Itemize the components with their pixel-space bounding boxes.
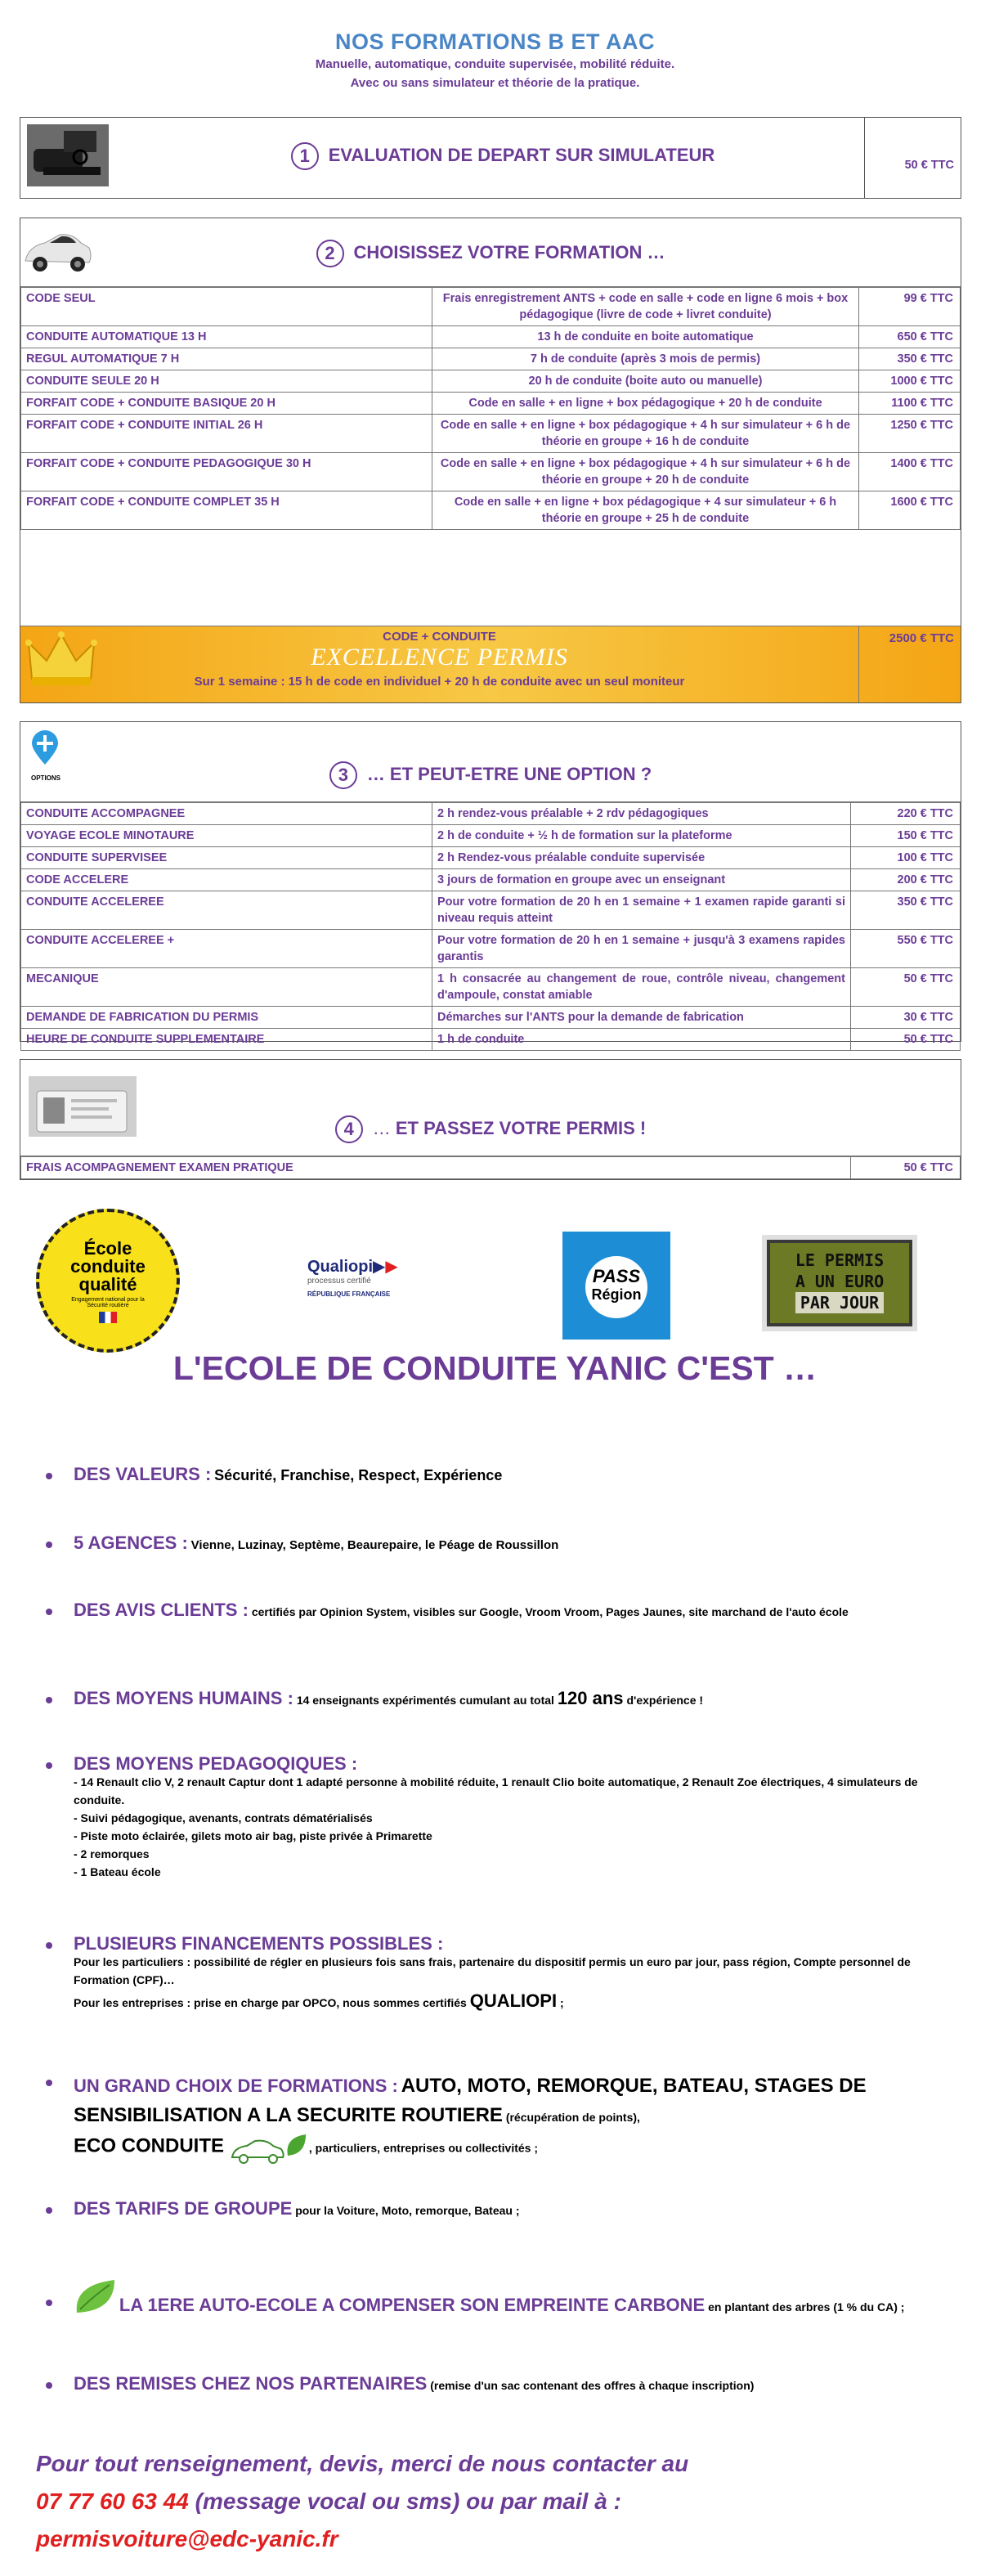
row-name: FRAIS ACOMPAGNEMENT EXAMEN PRATIQUE xyxy=(21,1157,851,1179)
row-name: CONDUITE AUTOMATIQUE 13 H xyxy=(21,326,432,348)
row-price: 150 € TTC xyxy=(851,825,961,847)
list-item: DES VALEURS : Sécurité, Franchise, Respect, Expérience xyxy=(74,1465,961,1485)
row-name: HEURE DE CONDUITE SUPPLEMENTAIRE xyxy=(21,1029,432,1051)
list-item: DES AVIS CLIENTS : certifiés par Opinion System, visibles sur Google, Vroom Vroom, Pages Jaunes, site marchand de l'auto école xyxy=(74,1601,961,1621)
permis-un-euro-logo: LE PERMIS A UN EURO PAR JOUR xyxy=(762,1235,917,1331)
page-title: NOS FORMATIONS B ET AAC xyxy=(335,29,655,54)
table-row xyxy=(21,348,961,370)
section-formations xyxy=(20,218,961,703)
row-price: 50 € TTC xyxy=(851,1029,961,1051)
row-name: CONDUITE SEULE 20 H xyxy=(21,370,432,393)
options-table xyxy=(20,802,961,1051)
school-title: L'ECOLE DE CONDUITE YANIC C'EST … xyxy=(172,1349,818,1387)
formations-table xyxy=(20,287,961,530)
row-name: FORFAIT CODE + CONDUITE INITIAL 26 H xyxy=(21,415,432,453)
table-row xyxy=(21,968,961,1007)
row-price: 1250 € TTC xyxy=(859,415,961,453)
table-row xyxy=(21,825,961,847)
row-desc: Démarches sur l'ANTS pour la demande de fabrication xyxy=(432,1007,851,1029)
row-price: 100 € TTC xyxy=(851,847,961,869)
section-1-price: 50 € TTC xyxy=(904,159,954,172)
list-item: DES MOYENS HUMAINS : 14 enseignants expérimentés cumulant au total 120 ans d'expérience ! xyxy=(74,1690,961,1709)
step-number-2: 2 xyxy=(316,240,344,267)
row-desc: Code en salle + en ligne + box pédagogique + 4 h sur simulateur + 6 h de théorie en groupe + 20 h de conduite xyxy=(432,453,859,491)
list-item: DES TARIFS DE GROUPE pour la Voiture, Moto, remorque, Bateau ; xyxy=(74,2200,961,2219)
section-options xyxy=(20,721,961,1046)
permis-table xyxy=(20,1156,961,1179)
excellence-name: EXCELLENCE PERMIS xyxy=(311,644,568,671)
list-item: LA 1ERE AUTO-ECOLE A COMPENSER SON EMPREINTE CARBONE en plantant des arbres (1 % du CA) ; xyxy=(74,2278,961,2316)
row-desc: 7 h de conduite (après 3 mois de permis) xyxy=(432,348,859,370)
section-permis xyxy=(20,1059,961,1180)
list-item: DES MOYENS PEDAGOQIQUES : - 14 Renault clio V, 2 renault Captur dont 1 adapté personne à mobilité réduite, 1 renault Clio boite automatique, 2 Renault Zoe électriques, 4 simulateurs de conduite. - Suivi pédagogique, avenants, contrats dématérialisés - Piste moto éclairée, gilets moto air bag, piste privée à Primarette - 2 remorques - 1 Bateau école xyxy=(74,1755,961,1881)
contact-phone[interactable]: 07 77 60 63 44 xyxy=(36,2488,189,2514)
table-row xyxy=(21,930,961,968)
table-row xyxy=(21,1029,961,1051)
eco-car-icon xyxy=(227,2131,309,2167)
row-desc: 1 h consacrée au changement de roue, contrôle niveau, changement d'ampoule, constat amiable xyxy=(432,968,851,1007)
section-2-title: 2 CHOISISSEZ VOTRE FORMATION … xyxy=(20,240,961,267)
row-name: MECANIQUE xyxy=(21,968,432,1007)
row-price: 50 € TTC xyxy=(851,968,961,1007)
row-name: FORFAIT CODE + CONDUITE COMPLET 35 H xyxy=(21,491,432,530)
step-number-1: 1 xyxy=(291,142,319,170)
row-desc: Code en salle + en ligne + box pédagogique + 4 sur simulateur + 6 h théorie en groupe + 25 h de conduite xyxy=(432,491,859,530)
pass-region-logo: PASS Région xyxy=(562,1232,670,1340)
row-price: 550 € TTC xyxy=(851,930,961,968)
row-price: 350 € TTC xyxy=(851,891,961,930)
table-row xyxy=(21,869,961,891)
row-price: 220 € TTC xyxy=(851,803,961,825)
row-price: 50 € TTC xyxy=(851,1157,961,1179)
list-item: DES REMISES CHEZ NOS PARTENAIRES (remise d'un sac contenant des offres à chaque inscription) xyxy=(74,2375,961,2394)
excellence-desc: Sur 1 semaine : 15 h de code en individuel + 20 h de conduite avec un seul moniteur xyxy=(194,675,685,689)
qualiopi-logo: Qualiopi▶▶ processus certifié RÉPUBLIQUE FRANÇAISE xyxy=(307,1258,398,1298)
row-name: FORFAIT CODE + CONDUITE PEDAGOGIQUE 30 H xyxy=(21,453,432,491)
contact-email[interactable]: permisvoiture@edc-yanic.fr xyxy=(36,2526,338,2551)
row-desc: Code en salle + en ligne + box pédagogique + 20 h de conduite xyxy=(432,393,859,415)
row-name: DEMANDE DE FABRICATION DU PERMIS xyxy=(21,1007,432,1029)
table-row xyxy=(21,453,961,491)
table-row xyxy=(21,326,961,348)
options-label: OPTIONS xyxy=(31,774,61,782)
section-4-title: 4 … ET PASSEZ VOTRE PERMIS ! xyxy=(20,1115,961,1143)
contact-block: Pour tout renseignement, devis, merci de nous contacter au 07 77 60 63 44 (message vocal ou sms) ou par mail à : permisvoiture@edc-yanic.fr xyxy=(36,2445,688,2558)
row-name: REGUL AUTOMATIQUE 7 H xyxy=(21,348,432,370)
row-desc: Pour votre formation de 20 h en 1 semaine + 1 examen rapide garanti si niveau requis atteint xyxy=(432,891,851,930)
table-row xyxy=(21,415,961,453)
step-number-4: 4 xyxy=(335,1115,363,1143)
table-row xyxy=(21,288,961,326)
page-subtitle-1: Manuelle, automatique, conduite supervisée, mobilité réduite. xyxy=(315,57,675,71)
table-row xyxy=(21,847,961,869)
row-name: CONDUITE ACCOMPAGNEE xyxy=(21,803,432,825)
table-row xyxy=(21,1007,961,1029)
section-3-title: 3 … ET PEUT-ETRE UNE OPTION ? xyxy=(20,761,961,789)
list-item: UN GRAND CHOIX DE FORMATIONS : AUTO, MOTO, REMORQUE, BATEAU, STAGES DE SENSIBILISATION A LA SECURITE ROUTIERE (récupération de points), ECO CONDUITE , particuliers, entreprises ou collectivités ; xyxy=(74,2072,961,2167)
table-row xyxy=(21,491,961,530)
table-row xyxy=(21,1157,961,1179)
table-row xyxy=(21,803,961,825)
table-row xyxy=(21,370,961,393)
row-price: 1100 € TTC xyxy=(859,393,961,415)
section-evaluation xyxy=(20,117,961,199)
row-desc: 3 jours de formation en groupe avec un enseignant xyxy=(432,869,851,891)
row-price: 99 € TTC xyxy=(859,288,961,326)
simulator-image xyxy=(27,124,109,186)
contact-line-1: Pour tout renseignement, devis, merci de nous contacter au xyxy=(36,2451,689,2476)
row-price: 350 € TTC xyxy=(859,348,961,370)
row-name: CONDUITE SUPERVISEE xyxy=(21,847,432,869)
row-desc: 13 h de conduite en boite automatique xyxy=(432,326,859,348)
leaf-icon xyxy=(74,2278,116,2316)
row-name: VOYAGE ECOLE MINOTAURE xyxy=(21,825,432,847)
row-desc: 1 h de conduite xyxy=(432,1029,851,1051)
row-desc: 2 h rendez-vous préalable + 2 rdv pédagogiques xyxy=(432,803,851,825)
page-subtitle-2: Avec ou sans simulateur et théorie de la pratique. xyxy=(350,76,640,90)
row-desc: Frais enregistrement ANTS + code en salle + code en ligne 6 mois + box pédagogique (livre de code + livret conduite) xyxy=(432,288,859,326)
row-desc: Code en salle + en ligne + box pédagogique + 4 h sur simulateur + 6 h de théorie en groupe + 16 h de conduite xyxy=(432,415,859,453)
excellence-price: 2500 € TTC xyxy=(889,631,954,645)
row-desc: 20 h de conduite (boite auto ou manuelle) xyxy=(432,370,859,393)
ecole-conduite-qualite-logo: École conduite qualité Engagement national pour la Sécurité routière xyxy=(36,1209,180,1353)
list-item: PLUSIEURS FINANCEMENTS POSSIBLES : Pour les particuliers : possibilité de régler en plusieurs fois sans frais, partenaire du dispositif permis un euro par jour, pass région, Compte personnel de Formation (CPF)… Pour les entreprises : prise en charge par OPCO, nous sommes certifiés QUALIOPI ; xyxy=(74,1935,961,2012)
table-row xyxy=(21,393,961,415)
row-price: 200 € TTC xyxy=(851,869,961,891)
row-name: CONDUITE ACCELEREE + xyxy=(21,930,432,968)
page-header xyxy=(0,29,990,92)
row-name: FORFAIT CODE + CONDUITE BASIQUE 20 H xyxy=(21,393,432,415)
row-name: CODE ACCELERE xyxy=(21,869,432,891)
row-name: CODE SEUL xyxy=(21,288,432,326)
row-price: 1600 € TTC xyxy=(859,491,961,530)
row-price: 30 € TTC xyxy=(851,1007,961,1029)
row-price: 650 € TTC xyxy=(859,326,961,348)
row-price: 1400 € TTC xyxy=(859,453,961,491)
excellence-label: CODE + CONDUITE xyxy=(383,630,496,644)
row-desc: Pour votre formation de 20 h en 1 semaine + jusqu'à 3 examens rapides garantis xyxy=(432,930,851,968)
excellence-banner xyxy=(20,626,961,702)
table-row xyxy=(21,891,961,930)
section-1-title: 1 EVALUATION DE DEPART SUR SIMULATEUR xyxy=(143,142,862,170)
row-price: 1000 € TTC xyxy=(859,370,961,393)
row-name: CONDUITE ACCELEREE xyxy=(21,891,432,930)
row-desc: 2 h Rendez-vous préalable conduite supervisée xyxy=(432,847,851,869)
row-desc: 2 h de conduite + ½ h de formation sur la plateforme xyxy=(432,825,851,847)
step-number-3: 3 xyxy=(329,761,357,789)
list-item: 5 AGENCES : Vienne, Luzinay, Septème, Beaurepaire, le Péage de Roussillon xyxy=(74,1534,961,1555)
